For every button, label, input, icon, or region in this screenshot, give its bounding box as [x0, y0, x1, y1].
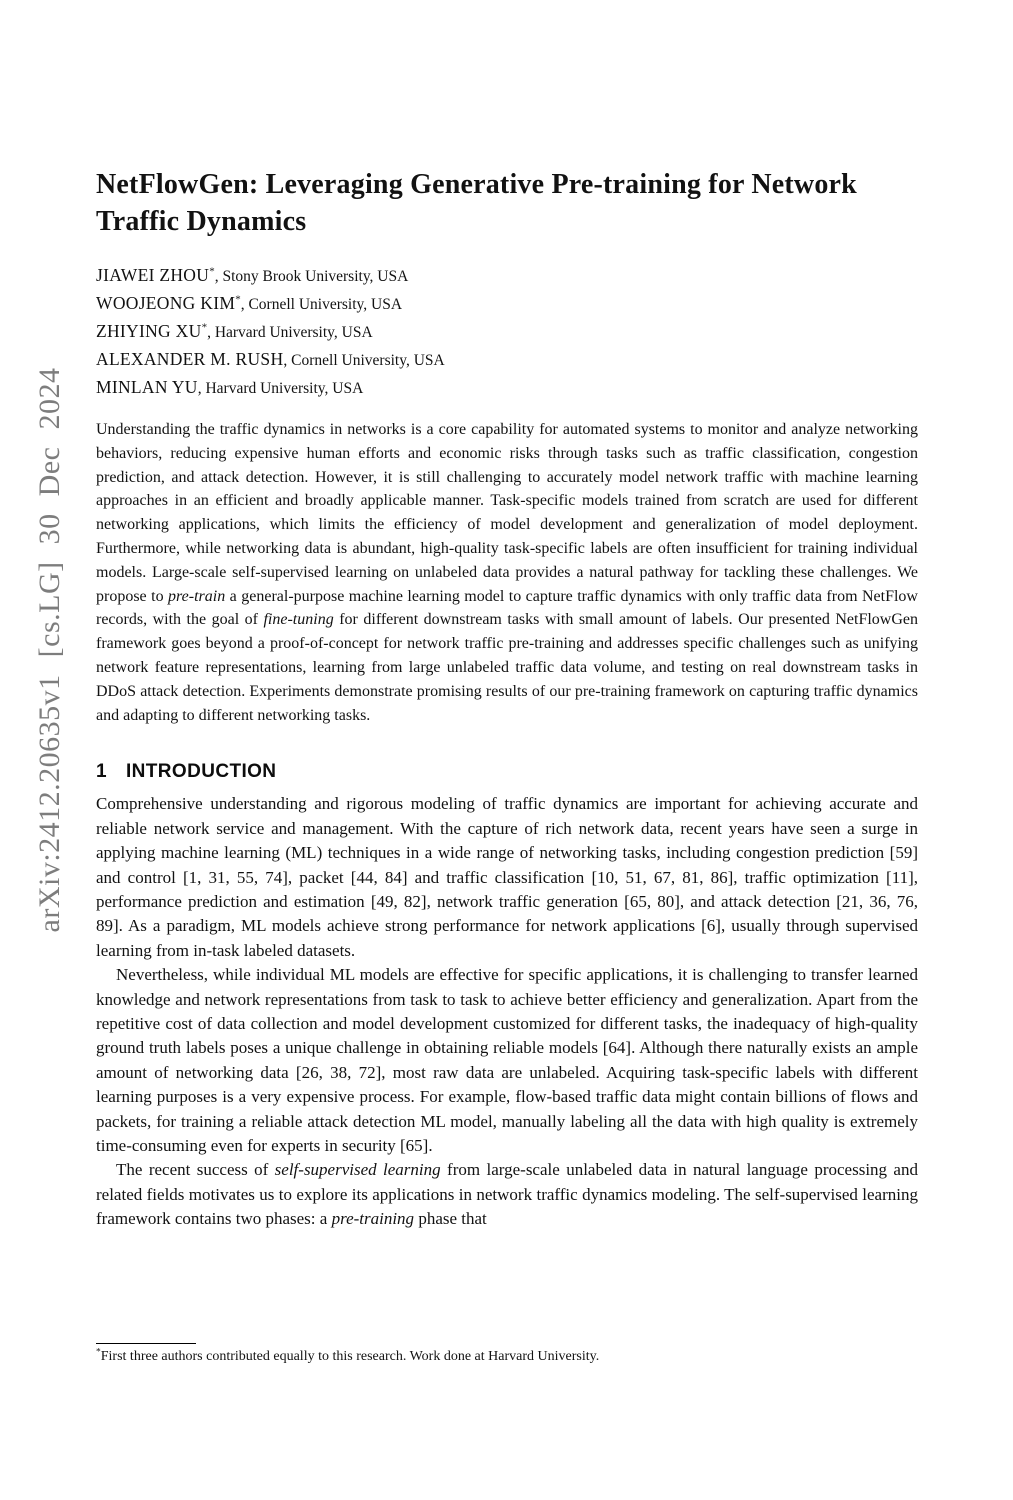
- emphasized-text: pre-train: [168, 587, 226, 605]
- footnote-block: [96, 1343, 918, 1366]
- paragraph: [96, 1158, 918, 1231]
- paragraph: [96, 792, 918, 963]
- author-name: ZHIYING XU: [96, 321, 202, 341]
- text-run: phase that: [414, 1209, 487, 1229]
- text-run: The recent success of: [116, 1160, 275, 1180]
- footnote: [96, 1348, 918, 1366]
- author-affiliation: , Harvard University, USA: [197, 380, 364, 397]
- author-name: WOOJEONG KIM: [96, 293, 236, 313]
- footnote-rule: [96, 1343, 196, 1344]
- author-equal-contribution-marker: *: [201, 321, 208, 334]
- text-run: for different downstream tasks with small amount of labels. Our presented NetFlowGen framework goes beyond a proof-of-concept for network traffic pre-training and addresses specific challenges such as unifying network feature representations, learning from large unlabeled traffic data volume, and testing on real downstream tasks in DDoS attack detection. Experiments demonstrate promising results of our pre-training framework on capturing traffic dynamics and adapting to different networking tasks.: [96, 611, 919, 724]
- author-row: [96, 290, 918, 318]
- section-number: 1: [96, 761, 107, 783]
- text-run: a general-purpose machine learning model to capture traffic dynamics with only traffic data from NetFlow records, with the goal of: [96, 587, 918, 629]
- author-affiliation: , Harvard University, USA: [207, 324, 373, 341]
- author-equal-contribution-marker: *: [209, 265, 215, 278]
- author-equal-contribution-marker: *: [235, 293, 241, 306]
- section-heading: [96, 761, 918, 783]
- author-affiliation: , Stony Brook University, USA: [214, 268, 409, 285]
- text-run: Comprehensive understanding and rigorous modeling of traffic dynamics are important for achieving accurate and reliable network service and management. With the capture of rich network data, recent years have seen a surge in applying machine learning (ML) techniques in a wide range of networking tasks, including congestion prediction [59] and control [1, 31, 55, 74], packet [44, 84] and traffic classification [10, 51, 67, 81, 86], traffic optimization [11], performance prediction and estimation [49, 82], network traffic generation [65, 80], and attack detection [21, 36, 76, 89]. As a paradigm, ML models achieve strong performance for network applications [6], usually through supervised learning from in-task labeled datasets.: [96, 794, 918, 960]
- author-affiliation: , Cornell University, USA: [283, 352, 445, 369]
- author-row: [96, 262, 918, 290]
- author-name: MINLAN YU: [96, 377, 198, 397]
- section-title: INTRODUCTION: [125, 761, 277, 783]
- author-row: [96, 374, 918, 402]
- text-run: Nevertheless, while individual ML models are effective for specific applications, it is challenging to transfer learned knowledge and network representations from task to task to achieve better efficiency and generalization. Apart from the repetitive cost of data collection and model development customized for different tasks, the inadequacy of high-quality ground truth labels poses a unique challenge in obtaining reliable models [64]. Although there naturally exists an ample amount of networking data [26, 38, 72], most raw data are unlabeled. Acquiring task-specific labels with different learning purposes is a very expensive process. For example, flow-based traffic data might contain billions of flows and packets, for training a reliable attack detection ML model, manually labeling all the data with high quality is extremely time-consuming even for experts in security [65].: [96, 965, 918, 1156]
- author-row: [96, 346, 918, 374]
- paragraph: [96, 963, 918, 1158]
- footnote-text: First three authors contributed equally to this research. Work done at Harvard University.: [100, 1349, 600, 1364]
- author-name: JIAWEI ZHOU: [96, 265, 210, 285]
- paper-title: NetFlowGen: Leveraging Generative Pre-training for Network Traffic Dynamics: [96, 169, 857, 237]
- arxiv-identifier-banner: arXiv:2412.20635v1 [cs.LG] 30 Dec 2024: [33, 367, 66, 933]
- text-run: from large-scale unlabeled data in natural language processing and related fields motivates us to explore its applications in network traffic dynamics modeling. The self-supervised learning framework contains two phases: a: [96, 1160, 918, 1229]
- section-body: [96, 792, 918, 1231]
- author-affiliation: , Cornell University, USA: [240, 296, 403, 313]
- emphasized-text: fine-tuning: [263, 611, 334, 629]
- paper-content: [96, 0, 918, 1232]
- abstract: [96, 418, 918, 727]
- text-run: Understanding the traffic dynamics in networks is a core capability for automated systems to monitor and analyze networking behaviors, reducing expensive human efforts and economic risks through tasks such as traffic classification, congestion prediction, and attack detection. However, it is still challenging to accurately model network traffic with machine learning approaches in an efficient and broadly applicable manner. Task-specific models trained from scratch are used for different networking applications, which limits the efficiency of model development and generalization of model deployment. Furthermore, while networking data is abundant, high-quality task-specific labels are often insufficient for training individual models. Large-scale self-supervised learning on unlabeled data provides a natural pathway for tackling these challenges. We propose to: [96, 421, 918, 605]
- author-list: [96, 262, 918, 402]
- author-row: [96, 318, 918, 346]
- author-name: ALEXANDER M. RUSH: [96, 349, 284, 369]
- emphasized-text: self-supervised learning: [274, 1160, 441, 1180]
- emphasized-text: pre-training: [331, 1209, 415, 1229]
- footnote-marker: *: [96, 1347, 101, 1358]
